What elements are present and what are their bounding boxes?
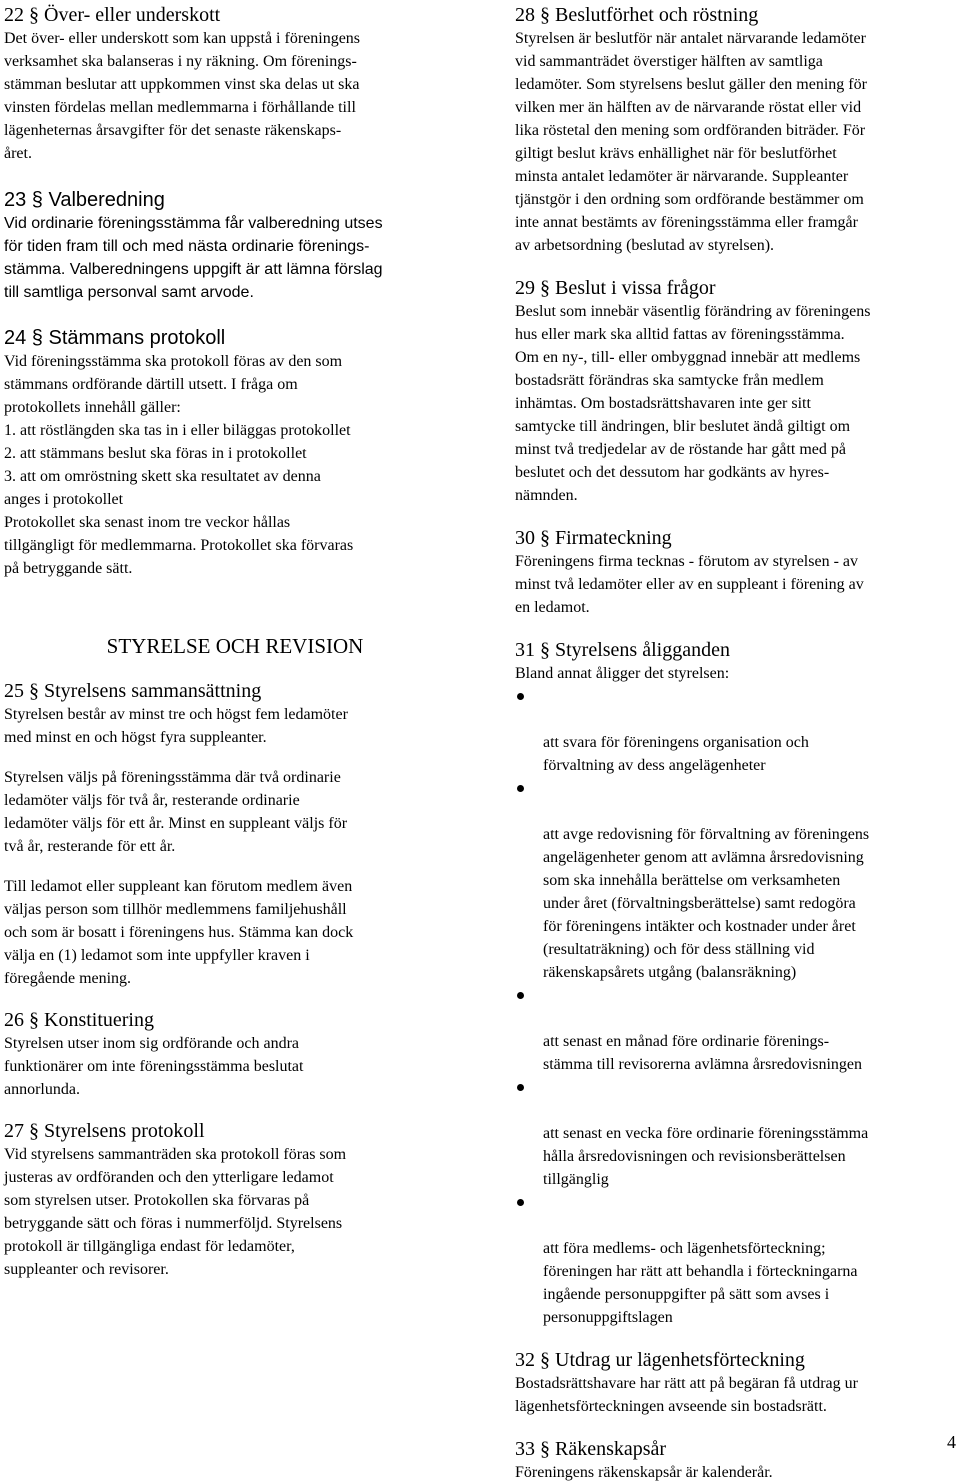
section-heading: 22 § Över- eller underskott [4, 4, 221, 26]
list-item-text: att avge redovisning för förvaltning av föreningens angelägenheter genom att avlämna årsredovisning som ska innehålla berättelse om verksamheten under året (förvaltningsberättelse) samt redogöra för föreningens intäkter och kostnader under året (resultaträkning) och för dess ställning vid räkenskapsårets utgång (balansräkning) [543, 826, 870, 981]
bullet-icon [517, 992, 524, 999]
bullet-icon [517, 693, 524, 700]
section-31 [515, 638, 955, 1329]
list-item [515, 984, 955, 1076]
section-27 [4, 1119, 466, 1281]
list-item-text: att senast en vecka före ordinarie föreningsstämma hålla årsredovisningen och revisionsberättelsen tillgänglig [543, 1125, 869, 1188]
section-text: Bostadsrättshavare har rätt att på begäran få utdrag ur lägenhetsförteckningen avseende sin bostadsrätt. [515, 1375, 858, 1415]
section-heading: 30 § Firmateckning [515, 527, 672, 549]
section-heading: 25 § Styrelsens sammansättning [4, 680, 262, 702]
bullet-icon [517, 1084, 524, 1091]
section-26 [4, 1008, 466, 1101]
section-text: Det över- eller underskott som kan uppstå i föreningens verksamhet ska balanseras i ny räkning. Om förenings- stämman beslutar att uppkommen vinst ska delas ut ska vinsten fördelas mellan medlemmarna i förhållande till lägenheternas årsavgifter för det senaste räkenskaps- året. [4, 30, 361, 162]
section-heading: 24 § Stämmans protokoll [4, 327, 226, 349]
list-item: 1. att röstlängden ska tas in i eller biläggas protokollet [4, 422, 351, 439]
section-text: Styrelsen väljs på föreningsstämma där två ordinarie ledamöter väljs för två år, resterande ordinarie ledamöter väljs för ett år. Minst en suppleant väljs för två år, resterande för ett år. [4, 769, 348, 855]
list-item: 3. att om omröstning skett ska resultatet av denna anges i protokollet [4, 468, 321, 508]
bullet-icon [517, 1199, 524, 1206]
list-item [515, 685, 955, 777]
section-text: Styrelsen består av minst tre och högst fem ledamöter med minst en och högst fyra suppleanter. [4, 706, 348, 746]
section-32 [515, 1348, 955, 1418]
section-text: Föreningens firma tecknas - förutom av styrelsen - av minst två ledamöter eller av en suppleant i förening av en ledamot. [515, 553, 864, 616]
duties-list [515, 685, 955, 1329]
section-intro: Bland annat åligger det styrelsen: [515, 665, 730, 682]
section-text: Vid styrelsens sammanträden ska protokoll föras som justeras av ordföranden och den ytterligare ledamot som styrelsen utser. Protokollen ska förvaras på betryggande sätt och föras i nummerföljd. Styrelsens protokoll är tillgängliga endast för ledamöter, suppleanter och revisorer. [4, 1146, 347, 1278]
page-number: 4 [947, 1432, 956, 1452]
section-heading: 27 § Styrelsens protokoll [4, 1120, 205, 1142]
list-item-text: att senast en månad före ordinarie förenings- stämma till revisorerna avlämna årsredovisningen [543, 1033, 863, 1073]
section-heading: 26 § Konstituering [4, 1009, 154, 1031]
bullet-icon [517, 785, 524, 792]
section-text: Föreningens räkenskapsår är kalenderår. [515, 1464, 773, 1481]
section-text: Till ledamot eller suppleant kan förutom medlem även väljas person som tillhör medlemmens familjehushåll och som är bosatt i föreningens hus. Stämma kan dock välja en (1) ledamot som inte uppfyller kraven i föregående mening. [4, 878, 354, 987]
right-column [515, 0, 955, 1484]
section-heading: 32 § Utdrag ur lägenhetsförteckning [515, 1349, 805, 1371]
section-30 [515, 526, 955, 619]
protocol-list [4, 419, 466, 511]
section-29 [515, 276, 955, 507]
list-item [515, 1191, 955, 1329]
list-item-text: att svara för föreningens organisation och förvaltning av dess angelägenheter [543, 734, 809, 774]
list-item [515, 777, 955, 984]
section-text: Beslut som innebär väsentlig förändring av föreningens hus eller mark ska alltid fattas av föreningsstämma. Om en ny-, till- eller ombyggnad innebär att medlems bostadsrätt förändras ska samtycke från medlem inhämtas. Om bostadsrättshavaren inte ger sitt samtycke till ändringen, blir beslutet ändå giltigt om minst två tredjedelar av de röstande har gått med på beslutet och det dessutom har godkänts av hyres- nämnden. [515, 303, 871, 504]
section-heading: 23 § Valberedning [4, 189, 165, 211]
major-heading: STYRELSE OCH REVISION [106, 634, 364, 658]
list-item [515, 1076, 955, 1191]
section-text: Vid ordinarie föreningsstämma får valberedning utses för tiden fram till och med nästa ordinarie förenings- stämma. Valberedningens uppgift är att lämna förslag till samtliga personval samt arvode. [4, 215, 383, 301]
section-23 [4, 188, 466, 304]
section-heading: 28 § Beslutförhet och röstning [515, 4, 759, 26]
section-33 [515, 1437, 955, 1484]
section-22 [4, 0, 466, 165]
section-text: Styrelsen är beslutför när antalet närvarande ledamöter vid sammanträdet överstiger hälften av samtliga ledamöter. Som styrelsens beslut gäller den mening för vilken mer än hälften av de närvarande röstat eller vid lika röstetal den mening som ordföranden biträder. För giltigt beslut krävs enhällighet när för beslutförhet minsta antalet ledamöter är närvarande. Suppleanter tjänstgör i den ordning som ordförande bestämmer om inte annat bestämts av föreningsstämma eller framgår av arbetsordning (beslutad av styrelsen). [515, 30, 867, 254]
section-28 [515, 0, 955, 257]
section-25 [4, 679, 466, 990]
section-intro: Vid föreningsstämma ska protokoll föras av den som stämmans ordförande därtill utsett. I fråga om protokollets innehåll gäller: [4, 353, 343, 416]
section-heading: 33 § Räkenskapsår [515, 1438, 667, 1460]
section-heading: 29 § Beslut i vissa frågor [515, 277, 716, 299]
section-heading: 31 § Styrelsens åligganden [515, 639, 730, 661]
left-column [4, 0, 466, 1281]
list-item-text: att föra medlems- och lägenhetsförteckning; föreningen har rätt att behandla i förteckningarna ingående personuppgifter på sätt som avses i personuppgiftslagen [543, 1240, 858, 1326]
section-outro: Protokollet ska senast inom tre veckor hållas tillgängligt för medlemmarna. Protokollet ska förvaras på betryggande sätt. [4, 514, 354, 577]
list-item: 2. att stämmans beslut ska föras in i protokollet [4, 445, 307, 462]
section-24 [4, 326, 466, 580]
section-text: Styrelsen utser inom sig ordförande och andra funktionärer om inte föreningsstämma beslutat annorlunda. [4, 1035, 304, 1098]
